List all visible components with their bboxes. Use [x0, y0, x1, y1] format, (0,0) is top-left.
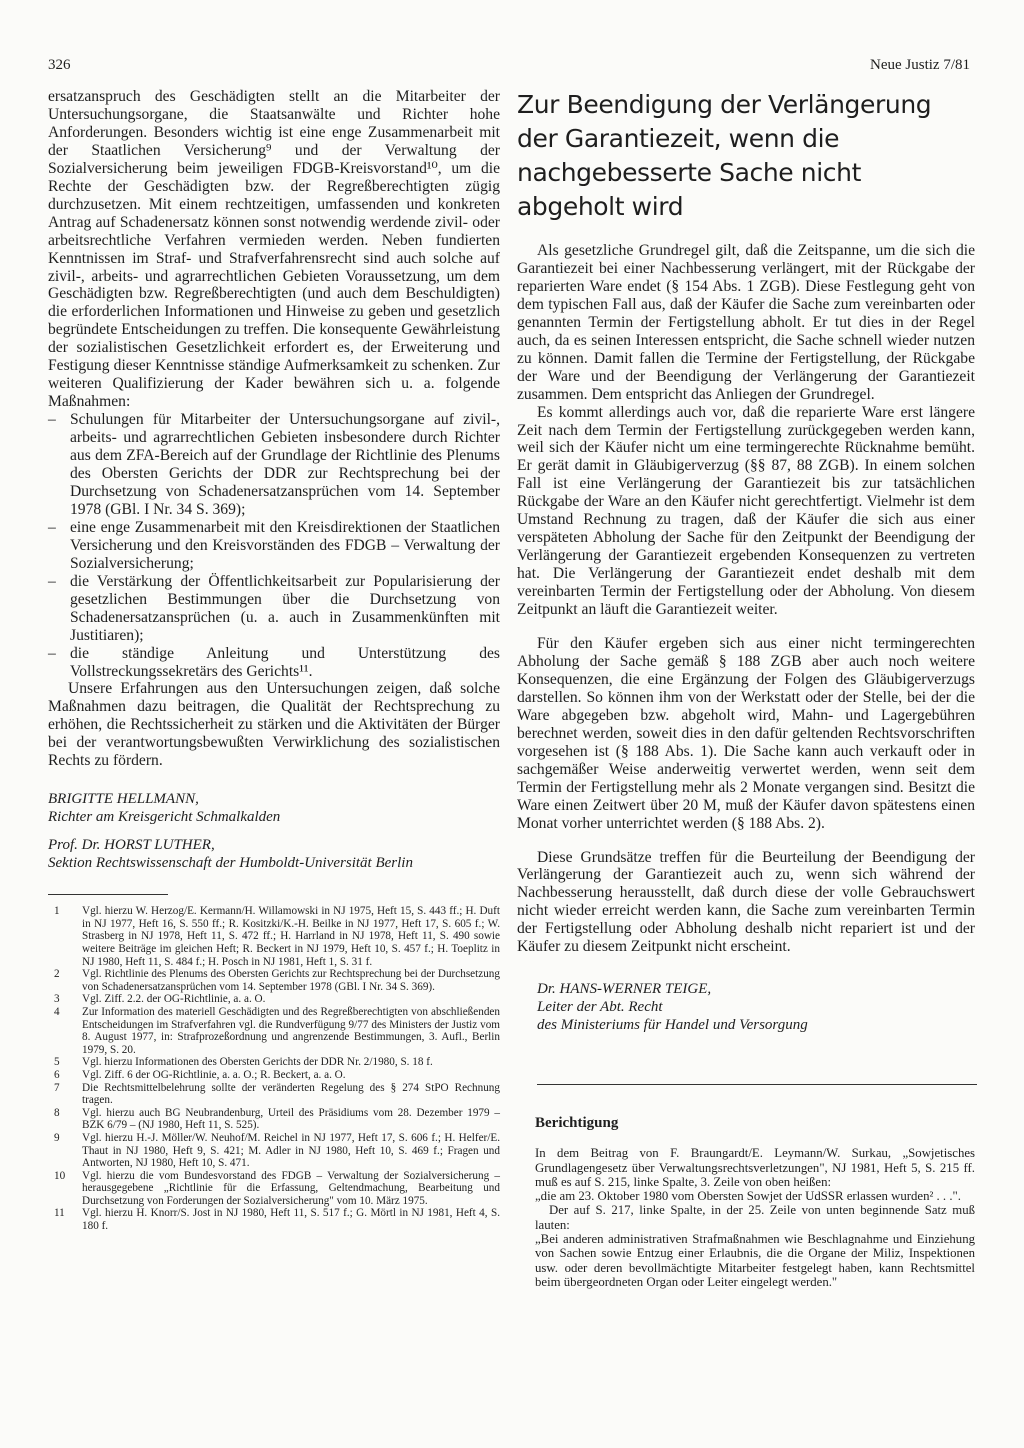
footnote: 7 Die Rechtsmittelbelehrung sollte der veränderten Regelung des § 274 StPO Rechnung tragen.: [54, 1081, 500, 1107]
article-title: Zur Beendigung der Verlängerung der Garantiezeit, wenn die nachgebesserte Sache nicht abgeholt wird: [517, 90, 932, 221]
author-role: des Ministeriums für Handel und Versorgung: [537, 1017, 808, 1034]
signature-block-3: [537, 980, 975, 1034]
signature-block-2: [48, 836, 500, 872]
author-role: Leiter der Abt. Recht: [537, 999, 663, 1016]
footnote: 10 Vgl. hierzu die vom Bundesvorstand des FDGB – Verwaltung der Sozialversicherung – herausgegebene „Richtlinie für die Erfassung, Geltendmachung, Bearbeitung und Durchsetzung von Forderungen der Sozialversicherung" vom 10. März 1975.: [54, 1169, 500, 1207]
measures-list: [48, 411, 500, 680]
footnote: 9 Vgl. hierzu H.-J. Möller/W. Neuhof/M. Reichel in NJ 1977, Heft 17, S. 606 f.; H. Helfer/E. Thaut in NJ 1980, Heft 9, S. 421; M. Adler in NJ 1980, Heft 10, S. 469 f.; Fragen und Antworten, NJ 1980, Heft 10, S. 471.: [54, 1131, 500, 1170]
list-item: – die Verstärkung der Öffentlichkeitsarbeit zur Popularisierung der gesetzlichen Bestimmungen über die Durchsetzung von Schadenersatzansprüchen (u. a. auch in Zusammenkünften mit Justitiaren);: [48, 573, 500, 645]
list-item: – Schulungen für Mitarbeiter der Untersuchungsorgane auf zivil-, arbeits- und agrarrechtlichen Gebieten insbesondere durch Richter aus dem ZFA-Bereich auf der Grundlage der Richtlinie des Plenums des Obersten Gerichts der DDR zur Rechtsprechung bei der Durchsetzung von Schadenersatzansprüchen vom 14. September 1978 (GBl. I Nr. 34 S. 369);: [48, 411, 500, 519]
article-paragraph: Es kommt allerdings auch vor, daß die reparierte Ware erst längere Zeit nach dem Termin der Fertigstellung zurückgegeben werden kann, weil sich der Käufer nicht um eine termingerechte Rücknahme bemüht. Er gerät damit in Gläubigerverzug (§§ 87, 88 ZGB). In einem solchen Fall ist eine Verlängerung der Garantiezeit bis zur tatsächlichen Rückgabe der Ware an den Käufer nicht gerechtfertigt. Vielmehr ist dem Umstand Rechnung zu tragen, daß der Käufer die sich aus einer verspäteten Abholung der Sache für den Zeitpunkt der Beendigung der Verlängerung der Garantiezeit ergebenden Konsequenzen zu vertreten hat. Die Verlängerung der Garantiezeit endet deshalb mit dem vereinbarten Termin der Fertigstellung oder der Abholung. Von diesem Zeitpunkt an läuft die Garantiezeit weiter.: [517, 403, 975, 619]
footnote: 8 Vgl. hierzu auch BG Neubrandenburg, Urteil des Präsidiums vom 28. Dezember 1979 – BZK 6/79 – (NJ 1980, Heft 11, S. 525).: [54, 1106, 500, 1132]
article-paragraph: Als gesetzliche Grundregel gilt, daß die Zeitspanne, um die sich die Garantiezeit bei einer Nachbesserung verlängert, mit der Rückgabe der reparierten Ware endet (§ 154 Abs. 1 ZGB). Diese Festlegung geht von dem typischen Fall aus, daß der Käufer die Sache zum vereinbarten oder genannten Termin der Fertigstellung abholt. Er tut dies in der Regel auch, da es seinen Interessen entspricht, die Sache schnell wieder nutzen zu können. Damit fallen die Termine der Fertigstellung, der Rückgabe der Ware und der Beendigung der Verlängerung der Garantiezeit zusammen. Dem entspricht das Anliegen der Grundregel.: [517, 242, 975, 403]
right-column: [517, 88, 975, 1289]
correction-paragraph: Der auf S. 217, linke Spalte, in der 25. Zeile von unten beginnende Satz muß lauten:: [535, 1203, 975, 1232]
author-role: Richter am Kreisgericht Schmalkalden: [48, 809, 281, 826]
footnote-divider: [48, 894, 168, 895]
correction-quote: „Bei anderen administrativen Strafmaßnahmen wie Beschlagnahme und Einziehung von Sachen sowie Entzug einer Erlaubnis, die die Organe der Miliz, Inspektionen usw. oder deren bevollmächtigte Mitarbeiter festgelegt haben, kann Rechtsmittel beim übergeordneten Organ oder Leiter eingelegt werden.": [535, 1232, 975, 1289]
left-outro-paragraph: Unsere Erfahrungen aus den Untersuchungen zeigen, daß solche Maßnahmen dazu beitragen, die Qualität der Rechtsprechung zu erhöhen, die Rechtssicherheit zu stärken und die Aktivitäten der Bürger bei der verantwortungsbewußten Verwirklichung des sozialistischen Rechts zu fördern.: [48, 680, 500, 770]
author-name: Prof. Dr. HORST LUTHER,: [48, 837, 215, 854]
author-role: Sektion Rechtswissenschaft der Humboldt-Universität Berlin: [48, 855, 413, 872]
footnote: 4 Zur Information des materiell Geschädigten und des Regreßberechtigten von abschließenden Entscheidungen im Strafverfahren vgl. die Rundverfügung 9/77 des Ministers der Justiz vom 8. August 1977, in: Strafprozeßordnung und angrenzende Bestimmungen, 3. Aufl., Berlin 1979, S. 20.: [54, 1005, 500, 1056]
footnote: 3 Vgl. Ziff. 2.2. der OG-Richtlinie, a. a. O.: [54, 993, 266, 1006]
author-name: Dr. HANS-WERNER TEIGE,: [537, 981, 712, 998]
correction-paragraph: In dem Beitrag von F. Braungardt/E. Leymann/W. Surkau, „Sowjetisches Grundlagengesetz über Verwaltungsrechtsverletzungen", NJ 1981, Heft 5, S. 215 ff. muß es auf S. 215, linke Spalte, 3. Zeile von oben heißen:: [535, 1146, 975, 1189]
correction-quote: „die am 23. Oktober 1980 vom Obersten Sowjet der UdSSR erlassen wurden² . . .".: [535, 1189, 961, 1204]
footnote: 1 Vgl. hierzu W. Herzog/E. Kermann/H. Willamowski in NJ 1975, Heft 15, S. 443 ff.; H. Duft in NJ 1977, Heft 16, S. 550 ff.; R. Kositzki/K.-H. Beilke in NJ 1977, Heft 17, S. 605 f.; W. Strasberg in NJ 1978, Heft 11, S. 472 ff.; H. Harrland in NJ 1978, Heft 11, S. 490 sowie weitere Beiträge im gleichen Heft; R. Beckert in NJ 1979, Heft 10, S. 457 f.; H. Toeplitz in NJ 1980, Heft 11, S. 484 f.; H. Posch in NJ 1981, Heft 1, S. 31 f.: [54, 905, 500, 968]
correction-heading: Berichtigung: [535, 1115, 619, 1132]
footnote: 6 Vgl. Ziff. 6 der OG-Richtlinie, a. a. O.; R. Beckert, a. a. O.: [54, 1068, 346, 1081]
list-item: – die ständige Anleitung und Unterstützung des Vollstreckungssekretärs des Gerichts¹¹.: [48, 645, 500, 681]
footnote: 5 Vgl. hierzu Informationen des Obersten Gerichts der DDR Nr. 2/1980, S. 18 f.: [54, 1056, 433, 1069]
left-column: [48, 88, 500, 1233]
list-item: – eine enge Zusammenarbeit mit den Kreisdirektionen der Staatlichen Versicherung und den Kreisvorständen des FDGB – Verwaltung der Sozialversicherung;: [48, 519, 500, 573]
footnote: 11 Vgl. hierzu H. Knorr/S. Jost in NJ 1980, Heft 11, S. 517 f.; G. Mörtl in NJ 1981, Heft 4, S. 180 f.: [54, 1207, 500, 1233]
journal-issue: Neue Justiz 7/81: [870, 57, 970, 73]
left-intro-paragraph: ersatzanspruch des Geschädigten stellt an die Mitarbeiter der Untersuchungsorgane, die Staatsanwälte und Richter hohe Anforderungen. Besonders wichtig ist eine enge Zusammenarbeit mit der Staatlichen Versicherung⁹ und der Verwaltung der Sozialversicherung beim jeweiligen FDGB-Kreisvorstand¹⁰, um die Rechte der Geschädigten bzw. der Regreßberechtigten zügig durchzusetzen. Mit einem rechtzeitigen, umfassenden und konkreten Antrag auf Schadenersatz können sonst notwendig werdende zivil- oder arbeitsrechtliche Verfahren vermieden werden. Neben fundierten Kenntnissen im Straf- und Strafverfahrensrecht sind auch solche auf zivil-, arbeits- und agrarrechtlichen Gebieten Voraussetzung, um dem Geschädigten bzw. Regreßberechtigten (und auch dem Beschuldigten) die erforderlichen Informationen und Hinweise zu geben und gesetzlich begründete Entscheidungen zu treffen. Die konsequente Gewährleistung der sozialistischen Gesetzlichkeit erfordert es, der Erweiterung und Festigung dieser Kenntnisse ständige Aufmerksamkeit zu schenken. Zur weiteren Qualifizierung der Kader bewähren sich u. a. folgende Maßnahmen:: [48, 88, 500, 411]
footnote: 2 Vgl. Richtlinie des Plenums des Obersten Gerichts zur Rechtsprechung bei der Durchsetzung von Schadenersatzansprüchen vom 14. September 1978 (GBl. I Nr. 34 S. 369).: [54, 968, 500, 993]
footnotes: [48, 905, 500, 1232]
page-header: [0, 57, 1024, 77]
section-divider: [537, 1084, 977, 1085]
page-number: 326: [48, 57, 71, 73]
author-name: BRIGITTE HELLMANN,: [48, 791, 199, 808]
article-paragraph: Für den Käufer ergeben sich aus einer nicht termingerechten Abholung der Sache gemäß § 188 ZGB aber auch noch weitere Konsequenzen, die eine Ergänzung der Folgen des Gläubigerverzugs darstellen. So können ihm von der Werkstatt oder der Stelle, bei der die Ware abgegeben bzw. abgeholt wird, Mahn- und Lagergebühren berechnet werden, soweit dies in den dafür geltenden Rechtsvorschriften vorgesehen ist (§ 188 Abs. 1). Die Sache kann auch verkauft oder in sachgemäßer Weise anderweitig verwertet werden, wenn seit dem Termin der Fertigstellung mehr als 2 Monate vergangen sind. Besitzt die Ware einen Zeitwert über 20 M, muß der Käufer davon spätestens einen Monat vorher unterrichtet werden (§ 188 Abs. 2).: [517, 635, 975, 832]
article-paragraph: Diese Grundsätze treffen für die Beurteilung der Beendigung der Verlängerung der Garantiezeit auch zu, wenn sich während der Nachbesserung herausstellt, daß durch diese der volle Gebrauchswert nicht wieder erreicht werden kann, die Sache zum vereinbarten Termin der Fertigstellung oder Abholung deshalb nicht repariert ist und der Käufer zu diesem Zeitpunkt nicht erscheint.: [517, 848, 975, 956]
signature-block-1: [48, 790, 500, 826]
